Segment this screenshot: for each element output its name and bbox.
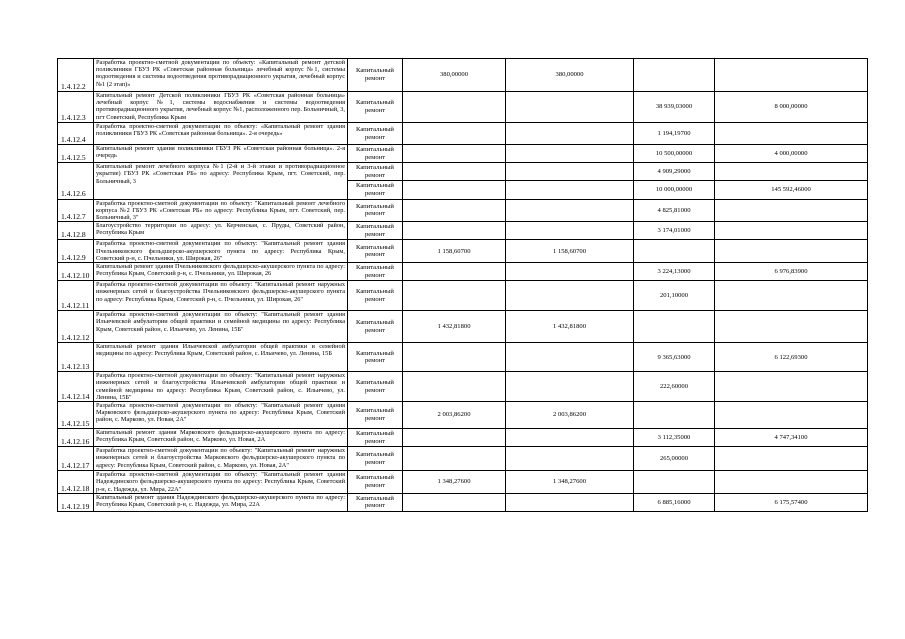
table-row — [58, 281, 868, 311]
amount-col-3: 6 885,16000 — [634, 493, 715, 511]
amount-col-2 — [506, 199, 634, 222]
amount-col-3: 1 194,19700 — [634, 123, 715, 145]
amount-col-4 — [715, 222, 868, 240]
repair-type: Капитальный ремонт — [348, 123, 403, 145]
row-description: Капитальный ремонт здания Марковского фельдшерско-акушерского пункта по адресу: Республика Крым, Советский район, с. Марково, ул. Новая, 2А — [94, 428, 348, 446]
amount-col-3: 4 825,81000 — [634, 199, 715, 222]
table-row — [58, 92, 868, 123]
amount-col-4: 6 976,83900 — [715, 262, 868, 280]
amount-col-1 — [403, 262, 506, 280]
amount-col-4 — [715, 59, 868, 92]
amount-col-4 — [715, 163, 868, 181]
amount-col-2 — [506, 222, 634, 240]
row-code: 1.4.12.13 — [58, 343, 94, 372]
amount-col-3: 3 174,01000 — [634, 222, 715, 240]
amount-col-4 — [715, 199, 868, 222]
amount-col-4 — [715, 311, 868, 343]
amount-col-2: 380,00000 — [506, 59, 634, 92]
table-row — [58, 311, 868, 343]
table-row — [58, 59, 868, 92]
amount-col-1 — [403, 92, 506, 123]
table-row — [58, 199, 868, 222]
amount-col-3: 222,60000 — [634, 372, 715, 402]
amount-col-1 — [403, 145, 506, 163]
row-description: Капитальный ремонт здания Ильичевской амбулатории общей практики и семейной медицины по адресу: Республика Крым, Советский район, с. Ильичево, ул. Ленина, 15Б — [94, 343, 348, 372]
amount-col-3: 4 909,29000 — [634, 163, 715, 181]
amount-col-1 — [403, 222, 506, 240]
row-description: Разработка проектно-сметной документации по объекту: «Капитальный ремонт здания поликлиники ГБУЗ РК «Советская районная больница». 2-я очередь» — [94, 123, 348, 145]
row-code: 1.4.12.3 — [58, 92, 94, 123]
amount-col-3: 265,00000 — [634, 447, 715, 471]
amount-col-2 — [506, 181, 634, 199]
row-code: 1.4.12.15 — [58, 401, 94, 428]
row-description: Разработка проектно-сметной документации по объекту: "Капитальный ремонт наружных инженерных сетей и благоустройства Пчельниковского фельдшерско-акушерского пункта по адресу: Республика Крым, Советский р-н, с. Пчельники, ул. Широкая, 26" — [94, 281, 348, 311]
repair-type: Капитальный ремонт — [348, 428, 403, 446]
amount-col-1 — [403, 428, 506, 446]
table-row — [58, 123, 868, 145]
amount-col-1 — [403, 123, 506, 145]
amount-col-4: 6 122,69300 — [715, 343, 868, 372]
table-row — [58, 401, 868, 428]
amount-col-2 — [506, 281, 634, 311]
amount-col-2: 2 003,86200 — [506, 401, 634, 428]
table-row — [58, 428, 868, 446]
repair-type: Капитальный ремонт — [348, 343, 403, 372]
amount-col-1 — [403, 493, 506, 511]
row-description: Благоустройство территории по адресу: ул. Керченская, с. Пруды, Советский район, Республика Крым — [94, 222, 348, 240]
row-code: 1.4.12.11 — [58, 281, 94, 311]
amount-col-4 — [715, 123, 868, 145]
amount-col-1 — [403, 372, 506, 402]
table-row — [58, 262, 868, 280]
row-description: Разработка проектно-сметной документации по объекту: "Капитальный ремонт здания Ильичевской амбулатории общей практики и семейной медицины по адресу: Республика Крым, Советский район, с. Ильичево, ул. Ленина, 15Б" — [94, 311, 348, 343]
amount-col-1 — [403, 181, 506, 199]
repair-type: Капитальный ремонт — [348, 240, 403, 263]
amount-col-2 — [506, 262, 634, 280]
amount-col-2 — [506, 123, 634, 145]
row-description: Капитальный ремонт Детской поликлиники ГБУЗ РК «Советская районная больница» лечебный корпус №1, системы водоснабжения и системы водоотведения противорадиационного укрытия, лечебный корпус №1, расположенного пер. Больничный, 3, пгт Советский, Республика Крым — [94, 92, 348, 123]
amount-col-1: 1 432,81800 — [403, 311, 506, 343]
amount-col-2 — [506, 428, 634, 446]
repair-type: Капитальный ремонт — [348, 311, 403, 343]
amount-col-2 — [506, 163, 634, 181]
row-description: Капитальный ремонт лечебного корпуса №1 (2-й и 3-й этажи и противорадиационное укрытие) ГБУЗ РК «Советская РБ» по адресу: Республика Крым, пгт. Советский, пер. Больничный, 3 — [94, 163, 348, 199]
amount-col-4: 6 175,57400 — [715, 493, 868, 511]
repair-type: Капитальный ремонт — [348, 372, 403, 402]
amount-col-3 — [634, 401, 715, 428]
row-code: 1.4.12.7 — [58, 199, 94, 222]
amount-col-1 — [403, 163, 506, 181]
amount-col-2 — [506, 493, 634, 511]
amount-col-2: 1 432,81800 — [506, 311, 634, 343]
amount-col-2 — [506, 447, 634, 471]
repair-type: Капитальный ремонт — [348, 447, 403, 471]
repair-type: Капитальный ремонт — [348, 471, 403, 494]
row-description: Разработка проектно-сметной документации по объекту: "Капитальный ремонт наружных инженерных сетей и благоустройства Ильичевской амбулатории общей практики и семейной медицины по адресу: Республика Крым, Советский район, с. Ильичево, ул. Ленина, 15Б" — [94, 372, 348, 402]
row-code: 1.4.12.16 — [58, 428, 94, 446]
row-code: 1.4.12.9 — [58, 240, 94, 263]
row-code: 1.4.12.8 — [58, 222, 94, 240]
row-code: 1.4.12.4 — [58, 123, 94, 145]
repair-type: Капитальный ремонт — [348, 222, 403, 240]
row-description: Разработка проектно-сметной документации по объекту: "Капитальный ремонт здания Надеждинского фельдшерско-акушерского пункта по адресу: Республика Крым, Советский р-н, с. Надежда, ул. Мира, 22А" — [94, 471, 348, 494]
table-row — [58, 145, 868, 163]
amount-col-4: 4 000,00000 — [715, 145, 868, 163]
amount-col-1: 2 003,86200 — [403, 401, 506, 428]
amount-col-1: 1 158,60700 — [403, 240, 506, 263]
amount-col-4 — [715, 372, 868, 402]
amount-col-2 — [506, 343, 634, 372]
repair-type: Капитальный ремонт — [348, 262, 403, 280]
row-description: Разработка проектно-сметной документации по объекту: "Капитальный ремонт наружных инженерных сетей и благоустройства Марковского фельдшерско-акушерского пункта по адресу: Республика Крым, Советский район, с. Марково, ул. Новая, 2А" — [94, 447, 348, 471]
row-code: 1.4.12.5 — [58, 145, 94, 163]
table-row — [58, 343, 868, 372]
amount-col-4 — [715, 447, 868, 471]
amount-col-2 — [506, 92, 634, 123]
amount-col-4: 8 000,00000 — [715, 92, 868, 123]
row-code: 1.4.12.17 — [58, 447, 94, 471]
budget-table — [57, 58, 868, 512]
amount-col-4 — [715, 471, 868, 494]
amount-col-2 — [506, 372, 634, 402]
row-code: 1.4.12.2 — [58, 59, 94, 92]
row-code: 1.4.12.18 — [58, 471, 94, 494]
amount-col-1 — [403, 281, 506, 311]
row-description: Разработка проектно-сметной документации по объекту: «Капитальный ремонт детской поликлиники ГБУЗ РК «Советская районная больница» лечебный корпус №1, системы водоотведения и системы водоотведения противорадиационного укрытия, лечебный корпус №1 (2 этап)» — [94, 59, 348, 92]
row-description: Капитальный ремонт здания Надеждинского фельдшерско-акушерского пункта по адресу: Республика Крым, Советский р-н, с. Надежда, ул. Мира, 22А — [94, 493, 348, 511]
repair-type: Капитальный ремонт — [348, 181, 403, 199]
amount-col-3: 10 500,00000 — [634, 145, 715, 163]
amount-col-3: 3 224,13000 — [634, 262, 715, 280]
amount-col-1 — [403, 343, 506, 372]
row-description: Разработка проектно-сметной документации по объекту: "Капитальный ремонт здания Марковского фельдшерско-акушерского пункта по адресу: Республика Крым, Советский район, с. Марково, ул. Новая, 2А" — [94, 401, 348, 428]
amount-col-3 — [634, 240, 715, 263]
amount-col-1 — [403, 447, 506, 471]
table-row — [58, 493, 868, 511]
repair-type: Капитальный ремонт — [348, 145, 403, 163]
repair-type: Капитальный ремонт — [348, 199, 403, 222]
row-description: Разработка проектно-сметной документации по объекту: "Капитальный ремонт лечебного корпуса №2 ГБУЗ РК «Советская РБ» по адресу: Республика Крым, пгт. Советский, пер. Больничный, 3" — [94, 199, 348, 222]
row-code: 1.4.12.6 — [58, 163, 94, 199]
amount-col-4: 145 592,46000 — [715, 181, 868, 199]
amount-col-1: 1 348,27600 — [403, 471, 506, 494]
row-code: 1.4.12.14 — [58, 372, 94, 402]
amount-col-2: 1 348,27600 — [506, 471, 634, 494]
repair-type: Капитальный ремонт — [348, 401, 403, 428]
table-row — [58, 163, 868, 181]
row-description: Разработка проектно-сметной документации по объекту: "Капитальный ремонт здания Пчельниковского фельдшерско-акушерского пункта по адресу: Республика Крым, Советский р-н, с. Пчельники, ул. Широкая, 26" — [94, 240, 348, 263]
amount-col-4 — [715, 281, 868, 311]
amount-col-1: 380,00000 — [403, 59, 506, 92]
amount-col-4 — [715, 401, 868, 428]
table-row — [58, 447, 868, 471]
amount-col-3: 201,10000 — [634, 281, 715, 311]
row-code: 1.4.12.12 — [58, 311, 94, 343]
amount-col-3 — [634, 59, 715, 92]
amount-col-4 — [715, 240, 868, 263]
repair-type: Капитальный ремонт — [348, 163, 403, 181]
amount-col-3: 38 939,03000 — [634, 92, 715, 123]
repair-type: Капитальный ремонт — [348, 493, 403, 511]
amount-col-4: 4 747,34100 — [715, 428, 868, 446]
row-description: Капитальный ремонт здания Пчельниковского фельдшерско-акушерского пункта по адресу: Республика Крым, Советский р-н, с. Пчельники, ул. Широкая, 26 — [94, 262, 348, 280]
row-code: 1.4.12.10 — [58, 262, 94, 280]
amount-col-3: 3 112,35000 — [634, 428, 715, 446]
amount-col-2: 1 158,60700 — [506, 240, 634, 263]
amount-col-3 — [634, 311, 715, 343]
table-row — [58, 372, 868, 402]
repair-type: Капитальный ремонт — [348, 281, 403, 311]
amount-col-1 — [403, 199, 506, 222]
table-row — [58, 240, 868, 263]
row-description: Капитальный ремонт здания поликлиники ГБУЗ РК «Советская районная больница». 2-я очередь — [94, 145, 348, 163]
table-row — [58, 471, 868, 494]
repair-type: Капитальный ремонт — [348, 59, 403, 92]
amount-col-3: 10 000,00000 — [634, 181, 715, 199]
amount-col-2 — [506, 145, 634, 163]
repair-type: Капитальный ремонт — [348, 92, 403, 123]
amount-col-3 — [634, 471, 715, 494]
row-code: 1.4.12.19 — [58, 493, 94, 511]
table-row — [58, 222, 868, 240]
amount-col-3: 9 365,63000 — [634, 343, 715, 372]
